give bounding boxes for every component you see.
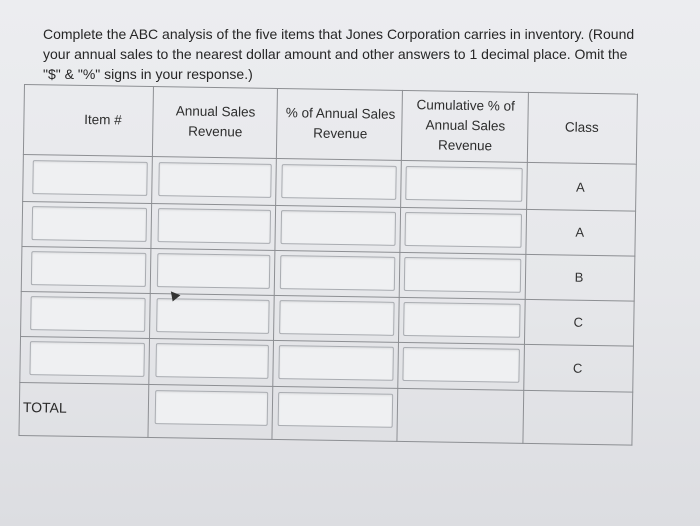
class-value-row-2: A [575, 224, 585, 240]
item-input-row-2[interactable] [32, 206, 148, 242]
item-input-row-4[interactable] [30, 296, 146, 332]
class-value-row-3: B [574, 269, 584, 285]
row-divider [19, 382, 633, 393]
pct-input-row-1[interactable] [281, 164, 397, 200]
annual-sales-input-row-3[interactable] [157, 253, 271, 289]
pct-input-row-4[interactable] [279, 300, 395, 336]
header-annual-sales: Annual Sales Revenue [175, 103, 256, 140]
annual-sales-input-row-5[interactable] [155, 343, 269, 379]
header-item-number: Item # [84, 111, 122, 128]
cumulative-input-row-4[interactable] [403, 302, 521, 338]
total-pct-input[interactable] [278, 392, 394, 428]
header-cumulative-pct: Cumulative % of Annual Sales Revenue [416, 97, 515, 154]
cumulative-input-row-5[interactable] [402, 347, 520, 383]
column-divider [271, 88, 278, 440]
class-value-row-4: C [573, 314, 584, 330]
item-input-row-5[interactable] [29, 341, 145, 377]
cumulative-input-row-1[interactable] [405, 166, 523, 202]
pct-input-row-5[interactable] [278, 345, 394, 381]
total-annual-sales-input[interactable] [155, 390, 269, 426]
header-class: Class [564, 119, 599, 136]
item-input-row-3[interactable] [31, 251, 147, 287]
class-value-row-5: C [572, 360, 583, 376]
cumulative-input-row-2[interactable] [405, 212, 523, 248]
total-label: TOTAL [22, 399, 67, 416]
table-border-bottom [18, 435, 632, 446]
annual-sales-input-row-1[interactable] [158, 162, 272, 198]
instructions-text: Complete the ABC analysis of the five items that Jones Corporation carries in inventory. (Round your annual sales to the nearest dollar amount and other answers to 1 decimal place. Omit the "$" & "%" signs in your response.) [43, 26, 635, 82]
pct-input-row-3[interactable] [280, 255, 396, 291]
abc-analysis-table [18, 84, 637, 446]
pct-input-row-2[interactable] [281, 210, 397, 246]
annual-sales-input-row-2[interactable] [158, 208, 272, 244]
annual-sales-input-row-4[interactable] [156, 298, 270, 334]
class-value-row-1: A [575, 179, 585, 195]
item-input-row-1[interactable] [32, 160, 148, 196]
cumulative-input-row-3[interactable] [404, 257, 522, 293]
header-pct-annual-sales: % of Annual Sales Revenue [285, 105, 396, 142]
